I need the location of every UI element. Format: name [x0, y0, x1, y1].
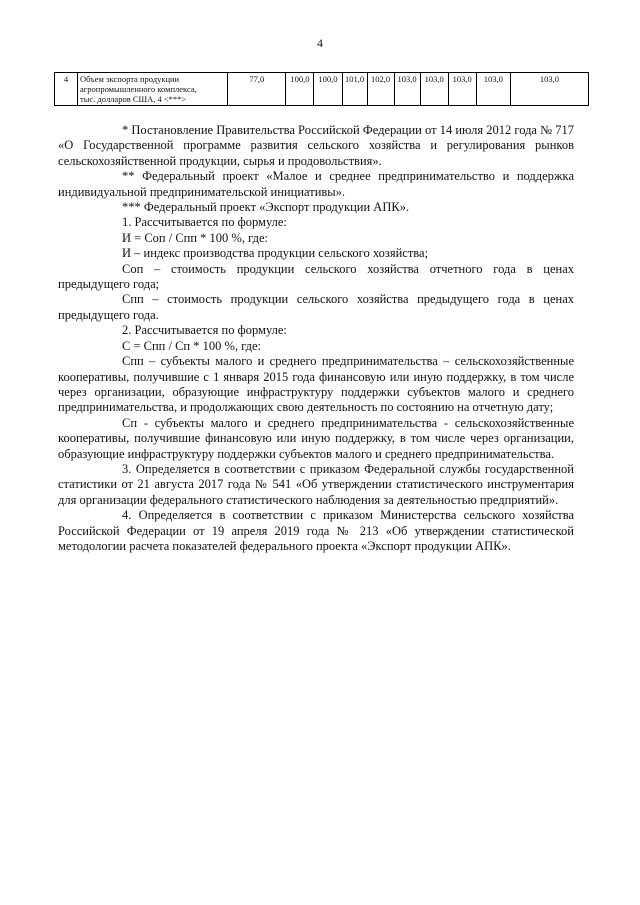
formula-1-term-spp: Спп – стоимость продукции сельского хозяйства предыдущего года в ценах предыдущего года. — [58, 292, 574, 322]
year-value-cell: 100,0 — [286, 73, 314, 106]
row-number-cell: 4 — [55, 73, 78, 106]
footnote-1: * Постановление Правительства Российской Федерации от 14 июля 2012 года № 717 «О Государственной программе развития сельского хозяйства и регулирования рынков сельскохозяйственной продукции, сырья и продовольствия». — [58, 123, 574, 168]
formula-1-title: 1. Рассчитывается по формуле: — [122, 215, 287, 230]
year-value-cell: 100,0 — [314, 73, 342, 106]
base-value-cell: 77,0 — [228, 73, 286, 106]
year-value-cell: 101,0 — [342, 73, 367, 106]
note-3: 3. Определяется в соответствии с приказом Федеральной службы государственной статистики от 21 августа 2017 года № 541 «Об утверждении статистического инструментария для организации федерального статистического наблюдения за деятельностью предприятий». — [58, 461, 574, 507]
formula-1-term-i: И – индекс производства продукции сельского хозяйства; — [122, 246, 429, 261]
year-value-cell: 103,0 — [420, 73, 448, 106]
indicator-name-line: агропромышленного комплекса, — [80, 84, 197, 94]
table-row — [55, 73, 589, 106]
indicator-name-cell — [78, 73, 228, 106]
indicator-name-line: тыс. долларов США, 4 <***> — [80, 94, 187, 104]
formula-2-term-spp: Спп – субъекты малого и среднего предпринимательства – сельскохозяйственные кооперативы, получившие с 1 января 2015 года финансовую или иную поддержку, в том числе через организации, образующие инфраструктуру поддержки субъектов малого и среднего предпринимательства, и продолжающих свою деятельность по состоянию на отчетную дату; — [58, 354, 574, 415]
formula-2: С = Спп / Сп * 100 %, где: — [122, 338, 262, 353]
year-value-cell: 102,0 — [367, 73, 394, 106]
formula-2-term-sp: Сп - субъекты малого и среднего предпринимательства - сельскохозяйственные кооперативы, получившие финансовую или иную поддержку, в том числе через организации, образующие инфраструктуру поддержки субъектов малого и среднего предпринимательства. — [58, 415, 574, 461]
indicator-table-body — [54, 72, 589, 106]
indicator-table — [54, 72, 589, 106]
formula-1: И = Соп / Спп * 100 %, где: — [122, 230, 268, 245]
year-value-cell: 103,0 — [476, 73, 510, 106]
indicator-name-line: Объем экспорта продукции — [80, 74, 180, 84]
footnotes — [58, 123, 574, 554]
year-value-cell: 103,0 — [510, 73, 588, 106]
page-number: 4 — [317, 36, 323, 50]
formula-2-title: 2. Рассчитывается по формуле: — [122, 323, 287, 338]
year-value-cell: 103,0 — [448, 73, 476, 106]
footnote-3: *** Федеральный проект «Экспорт продукции АПК». — [122, 200, 410, 215]
year-value-cell: 103,0 — [394, 73, 420, 106]
formula-1-term-sop: Соп – стоимость продукции сельского хозяйства отчетного года в ценах предыдущего года; — [58, 261, 574, 292]
note-4: 4. Определяется в соответствии с приказом Министерства сельского хозяйства Российской Федерации от 19 апреля 2019 года № 213 «Об утверждении статистической методологии расчета показателей федерального проекта «Экспорт продукции АПК». — [58, 508, 574, 553]
footnote-2: ** Федеральный проект «Малое и среднее предпринимательство и поддержка индивидуальной предпринимательской инициативы». — [58, 169, 574, 199]
